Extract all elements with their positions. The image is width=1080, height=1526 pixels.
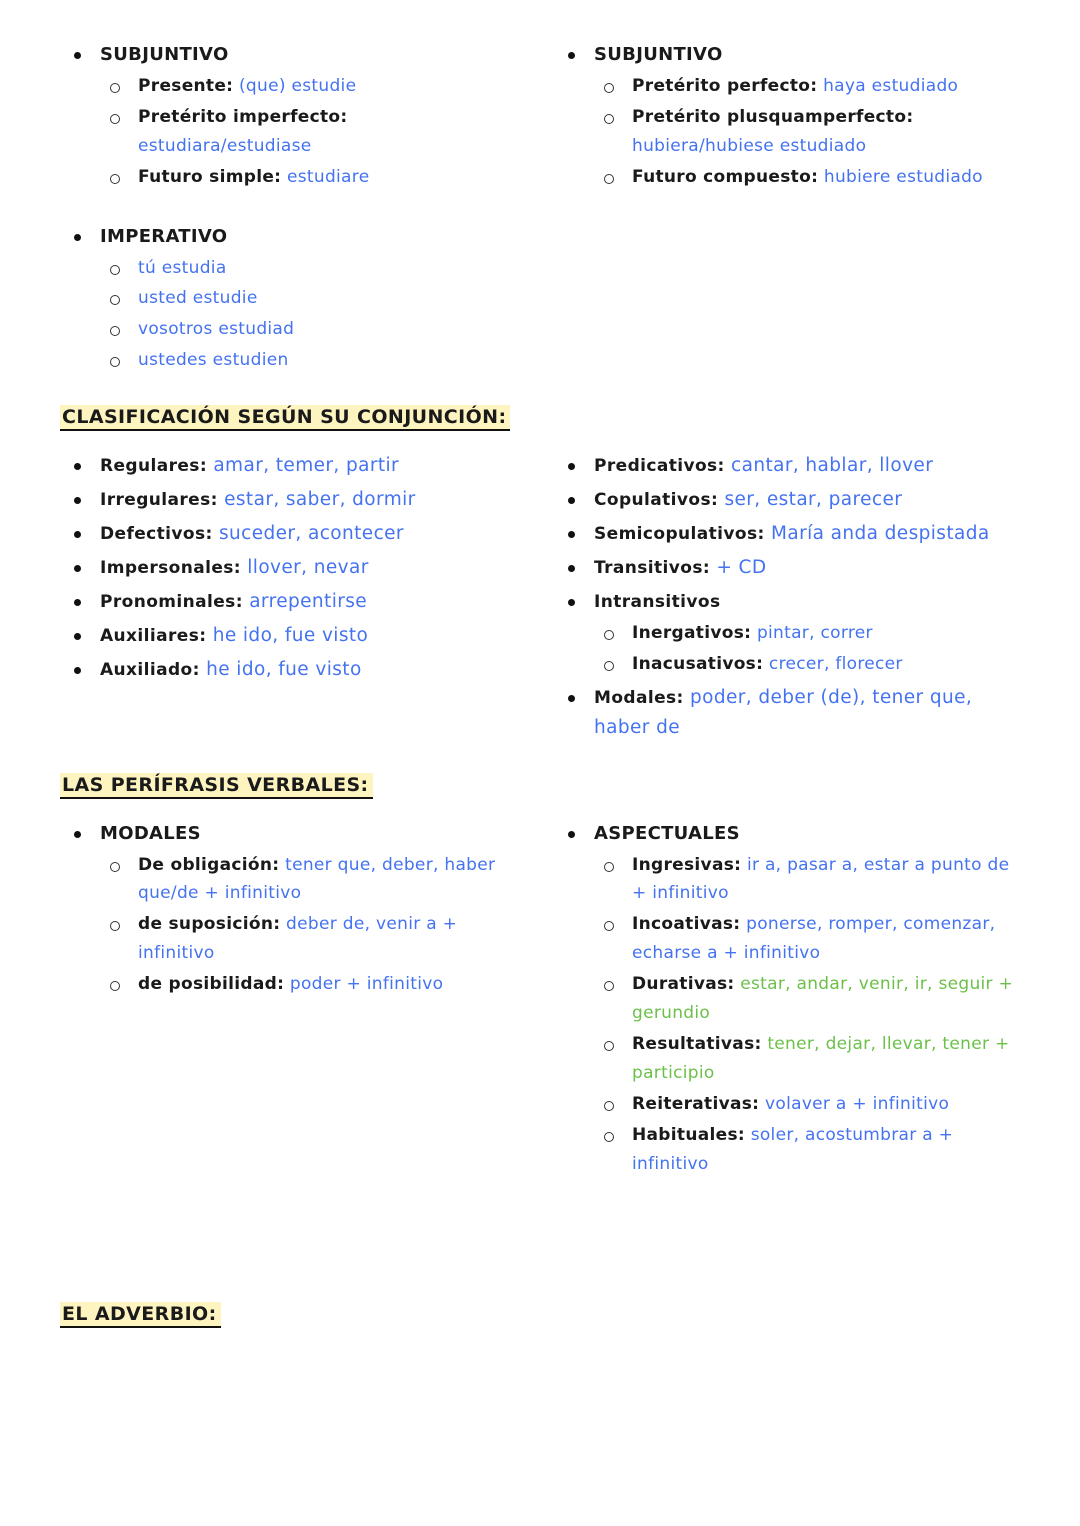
value: crecer, florecer	[768, 653, 903, 674]
clasificacion-right-list	[554, 451, 1020, 743]
group-label: SUBJUNTIVO	[594, 44, 723, 65]
perifrasis-aspectuales-list	[554, 819, 1020, 1179]
value: soler, acostumbrar a + infinitivo	[632, 1124, 954, 1174]
value: arrepentirse	[249, 590, 368, 612]
value: tener, dejar, llevar, tener + participio	[632, 1033, 1010, 1083]
list-item	[554, 587, 1020, 679]
list-item	[594, 910, 1020, 968]
imperativo-list	[60, 222, 526, 376]
value: he ido, fue visto	[206, 658, 362, 680]
term: Pretérito plusquamperfecto:	[632, 106, 914, 127]
term: Pronominales:	[100, 591, 243, 612]
value: estar, andar, venir, ir, seguir + gerundio	[632, 974, 1014, 1024]
value: vosotros estudiad	[138, 319, 295, 340]
clasificacion-title-wrap	[60, 405, 1020, 431]
term: Resultativas:	[632, 1033, 762, 1054]
term: Regulares:	[100, 456, 208, 477]
term: Presente:	[138, 75, 234, 96]
value: usted estudie	[138, 288, 258, 309]
list-item	[60, 655, 526, 685]
value: cantar, hablar, llover	[731, 455, 934, 477]
value: ustedes estudien	[138, 350, 289, 371]
list-item	[554, 553, 1020, 583]
term: Modales:	[594, 687, 684, 708]
list-item	[554, 485, 1020, 515]
term: de suposición:	[138, 914, 281, 935]
list-item	[60, 451, 526, 481]
value: volaver a + infinitivo	[765, 1093, 950, 1114]
sublist	[594, 851, 1020, 1179]
section-title-adverbio: EL ADVERBIO:	[60, 1302, 221, 1328]
list-item	[100, 851, 526, 909]
group-label: SUBJUNTIVO	[100, 44, 229, 65]
value: estudiare	[286, 166, 370, 187]
term: Pretérito perfecto:	[632, 75, 818, 96]
value: haya estudiado	[823, 75, 959, 96]
sublist	[100, 254, 526, 376]
value: hubiera/hubiese estudiado	[632, 135, 867, 156]
list-item	[594, 650, 1020, 679]
list-item	[594, 72, 1020, 101]
term: Futuro simple:	[138, 166, 282, 187]
sublist	[100, 72, 526, 192]
section-title-clasificacion: CLASIFICACIÓN SEGÚN SU CONJUNCIÓN:	[60, 405, 510, 431]
clasificacion-section	[60, 451, 1020, 747]
term: Incoativas:	[632, 914, 741, 935]
clasificacion-right-column	[540, 451, 1020, 747]
perifrasis-title-wrap	[60, 773, 1020, 799]
value: llover, nevar	[247, 556, 369, 578]
subjuntivo-left-list	[60, 40, 526, 192]
value: tener que, deber, haber que/de + infinitivo	[138, 854, 496, 904]
value: deber de, venir a + infinitivo	[138, 914, 458, 964]
subjuntivo-right-column	[540, 40, 1020, 379]
list-item	[100, 103, 526, 161]
list-item	[60, 621, 526, 651]
term: De obligación:	[138, 854, 280, 875]
list-item	[594, 970, 1020, 1028]
list-item	[100, 346, 526, 375]
term: Copulativos:	[594, 490, 719, 511]
list-item	[60, 819, 526, 999]
value: poder, deber (de), tener que, haber de	[594, 686, 973, 738]
term: Inergativos:	[632, 622, 752, 643]
perifrasis-left-column	[60, 819, 540, 1183]
clasificacion-left-column	[60, 451, 540, 747]
list-item	[100, 72, 526, 101]
list-item	[594, 103, 1020, 161]
value: ponerse, romper, comenzar, echarse a + infinitivo	[632, 914, 996, 964]
clasificacion-left-list	[60, 451, 526, 685]
perifrasis-right-column	[540, 819, 1020, 1183]
value: he ido, fue visto	[212, 624, 369, 646]
list-item	[60, 485, 526, 515]
term: Transitivos:	[594, 557, 711, 578]
term: Inacusativos:	[632, 653, 764, 674]
list-item	[554, 40, 1020, 192]
value: ser, estar, parecer	[724, 489, 903, 511]
term: de posibilidad:	[138, 974, 285, 995]
term: Habituales:	[632, 1124, 745, 1145]
term: Pretérito imperfecto:	[138, 106, 348, 127]
value: suceder, acontecer	[218, 523, 404, 544]
value: estudiara/estudiase	[138, 135, 312, 156]
subjuntivo-section	[60, 40, 1020, 379]
list-item	[594, 1121, 1020, 1179]
value: tú estudia	[138, 257, 227, 278]
value: hubiere estudiado	[823, 166, 983, 187]
list-item	[60, 519, 526, 549]
term: Intransitivos	[594, 591, 721, 612]
list-item	[594, 851, 1020, 909]
term: Auxiliado:	[100, 659, 200, 680]
spacer	[60, 196, 526, 222]
term: Irregulares:	[100, 490, 218, 511]
list-item	[100, 315, 526, 344]
list-item	[554, 683, 1020, 743]
list-item	[60, 40, 526, 192]
list-item	[100, 284, 526, 313]
perifrasis-modales-list	[60, 819, 526, 999]
term: Semicopulativos:	[594, 524, 765, 544]
value: pintar, correr	[756, 622, 873, 643]
term: Ingresivas:	[632, 854, 742, 875]
list-item	[100, 910, 526, 968]
value: amar, temer, partir	[213, 455, 400, 477]
term: Durativas:	[632, 974, 735, 995]
list-item	[60, 553, 526, 583]
perifrasis-section	[60, 819, 1020, 1183]
list-item	[594, 619, 1020, 648]
list-item	[554, 819, 1020, 1179]
adverbio-title-wrap	[60, 1302, 1020, 1328]
value: María anda despistada	[770, 523, 990, 544]
subjuntivo-right-list	[554, 40, 1020, 192]
list-item	[594, 163, 1020, 192]
list-item	[100, 970, 526, 999]
list-item	[60, 587, 526, 617]
list-item	[60, 222, 526, 376]
group-label: ASPECTUALES	[594, 822, 740, 844]
list-item	[594, 1030, 1020, 1088]
value: estar, saber, dormir	[224, 489, 416, 511]
section-title-perifrasis: LAS PERÍFRASIS VERBALES:	[60, 773, 373, 799]
group-label: MODALES	[100, 822, 201, 844]
value: + CD	[716, 556, 767, 578]
list-item	[554, 451, 1020, 481]
value: poder + infinitivo	[289, 974, 444, 995]
sublist	[594, 72, 1020, 192]
value: ir a, pasar a, estar a punto de + infinitivo	[632, 854, 1010, 904]
term: Defectivos:	[100, 524, 213, 544]
term: Reiterativas:	[632, 1093, 760, 1114]
term: Futuro compuesto:	[632, 166, 819, 187]
list-item	[554, 519, 1020, 549]
list-item	[100, 254, 526, 283]
sublist	[100, 851, 526, 999]
list-item	[594, 1090, 1020, 1119]
term: Auxiliares:	[100, 625, 207, 646]
subjuntivo-left-column	[60, 40, 540, 379]
term: Predicativos:	[594, 456, 725, 477]
list-item	[100, 163, 526, 192]
term: Impersonales:	[100, 557, 241, 578]
sublist	[594, 619, 1020, 679]
group-label: IMPERATIVO	[100, 225, 228, 247]
value: (que) estudie	[239, 75, 357, 96]
